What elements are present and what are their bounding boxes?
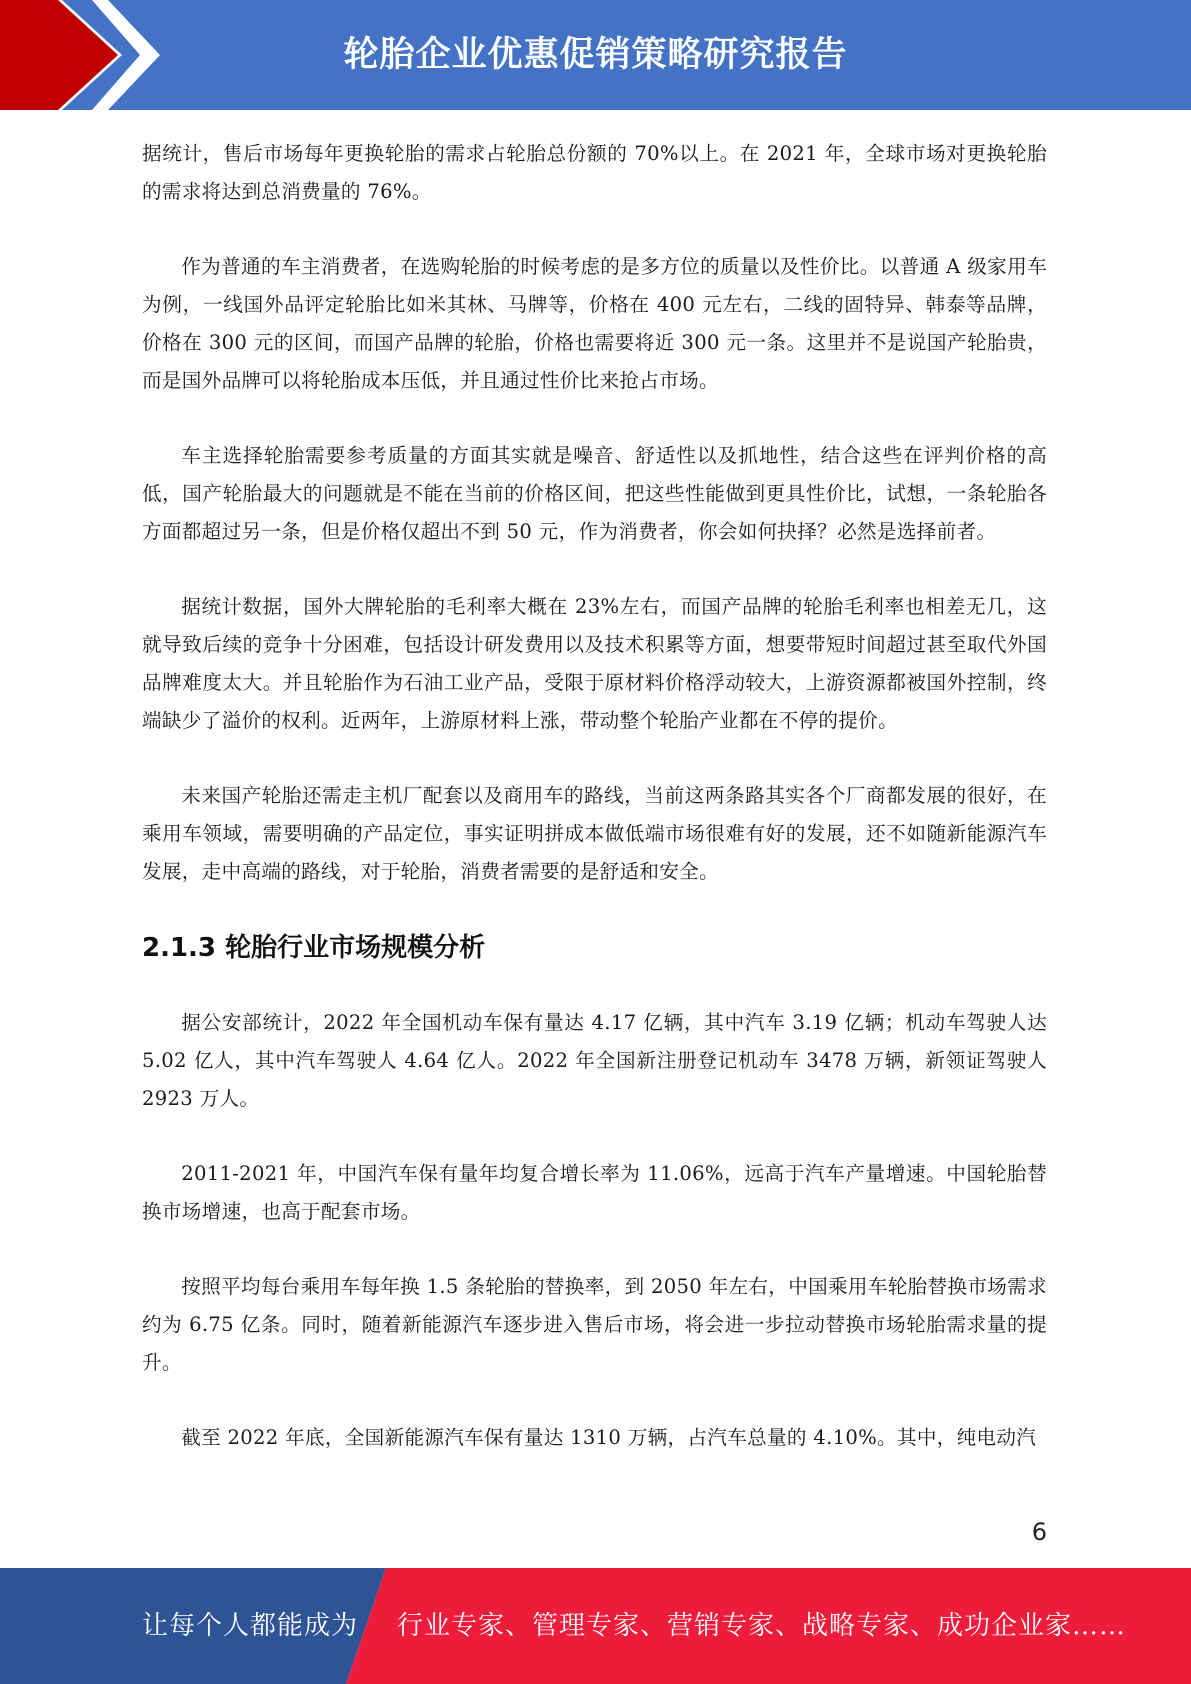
page-header xyxy=(0,0,1191,110)
document-title: 轮胎企业优惠促销策略研究报告 xyxy=(343,35,848,75)
paragraph-6: 据公安部统计，2022 年全国机动车保有量达 4.17 亿辆，其中汽车 3.19 亿辆；机动车驾驶人达 5.02 亿人，其中汽车驾驶人 4.64 亿人。2022 年全国新注册登记机动车 3478 万辆，新领证驾驶人 2923 万人。 xyxy=(142,1011,1047,1110)
paragraph-2: 作为普通的车主消费者，在选购轮胎的时候考虑的是多方位的质量以及性价比。以普通 A 级家用车为例，一线国外品评定轮胎比如米其林、马牌等，价格在 400 元左右，二线的固特异、韩泰等品牌，价格在 300 元的区间，而国产品牌的轮胎，价格也需要将近 300 元一条。这里并不是说国产轮胎贵，而是国外品牌可以将轮胎成本压低，并且通过性价比来抢占市场。 xyxy=(142,255,1047,392)
section-heading: 2.1.3 轮胎行业市场规模分析 xyxy=(142,933,486,963)
paragraph-5: 未来国产轮胎还需走主机厂配套以及商用车的路线，当前这两条路其实各个厂商都发展的很好，在乘用车领域，需要明确的产品定位，事实证明拼成本做低端市场很难有好的发展，还不如随新能源汽车发展，走中高端的路线，对于轮胎，消费者需要的是舒适和安全。 xyxy=(142,784,1047,883)
footer-slogan-left: 让每个人都能成为 xyxy=(142,1611,359,1641)
footer-slogan-right: 行业专家、管理专家、营销专家、战略专家、成功企业家…… xyxy=(397,1611,1127,1641)
paragraph-8: 按照平均每台乘用车每年换 1.5 条轮胎的替换率，到 2050 年左右，中国乘用车轮胎替换市场需求约为 6.75 亿条。同时，随着新能源汽车逐步进入售后市场，将会进一步拉动替换市场轮胎需求量的提升。 xyxy=(142,1275,1047,1374)
paragraph-4: 据统计数据，国外大牌轮胎的毛利率大概在 23%左右，而国产品牌的轮胎毛利率也相差无几，这就导致后续的竞争十分困难，包括设计研发费用以及技术积累等方面，想要带短时间超过甚至取代外国品牌难度太大。并且轮胎作为石油工业产品，受限于原材料价格浮动较大，上游资源都被国外控制，终端缺少了溢价的权利。近两年，上游原材料上涨，带动整个轮胎产业都在不停的提价。 xyxy=(142,595,1047,732)
page-number: 6 xyxy=(1031,1518,1047,1546)
paragraph-7: 2011-2021 年，中国汽车保有量年均复合增长率为 11.06%，远高于汽车产量增速。中国轮胎替换市场增速，也高于配套市场。 xyxy=(142,1162,1047,1223)
paragraph-3: 车主选择轮胎需要参考质量的方面其实就是噪音、舒适性以及抓地性，结合这些在评判价格的高低，国产轮胎最大的问题就是不能在当前的价格区间，把这些性能做到更具性价比，试想，一条轮胎各方面都超过另一条，但是价格仅超出不到 50 元，作为消费者，你会如何抉择？必然是选择前者。 xyxy=(142,444,1047,543)
paragraph-9: 截至 2022 年底，全国新能源汽车保有量达 1310 万辆，占汽车总量的 4.10%。其中，纯电动汽 xyxy=(181,1426,1037,1449)
document-body xyxy=(142,135,1047,1494)
header-chevron-decoration xyxy=(0,0,160,110)
paragraph-1: 据统计，售后市场每年更换轮胎的需求占轮胎总份额的 70%以上。在 2021 年，全球市场对更换轮胎的需求将达到总消费量的 76%。 xyxy=(142,142,1047,203)
page-footer xyxy=(0,1568,1191,1684)
